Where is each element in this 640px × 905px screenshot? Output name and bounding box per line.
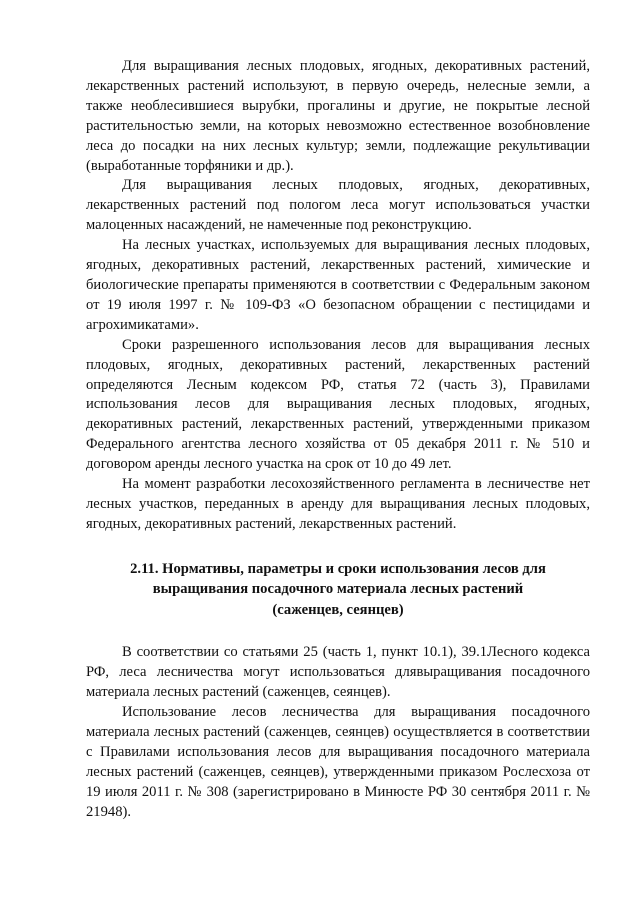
paragraph-1: Для выращивания лесных плодовых, ягодных, декоративных растений, лекарственных растений используют, в первую очередь, нелесные земли, а также необлесившиеся вырубки, прогалины и другие, не покрытые лесной растительностью земли, на которых невозможно естественное возобновление леса до посадки на них лесных культур; земли, подлежащие рекультивации (выработанные торфяники и др.). bbox=[86, 58, 590, 174]
paragraph-7: Использование лесов лесничества для выращивания посадочного материала лесных растений (саженцев, сеянцев) осуществляется в соответствии с Правилами использования лесов для выращивания посадочного материала лесных растений (саженцев, сеянцев), утвержденными приказом Рослесхоза от 19 июля 2011 г. № 308 (зарегистрировано в Минюсте РФ 30 сентября 2011 г. № 21948). bbox=[86, 703, 590, 820]
paragraph-6: В соответствии со статьями 25 (часть 1, пункт 10.1), 39.1Лесного кодекса РФ, леса лесничества могут использоваться длявыращивания посадочного материала лесных растений (саженцев, сеянцев). bbox=[86, 644, 590, 701]
spacer bbox=[86, 620, 590, 643]
section-heading bbox=[86, 559, 590, 621]
section-heading-line-1: 2.11. Нормативы, параметры и сроки использования лесов для bbox=[130, 560, 546, 577]
paragraph-2: Для выращивания лесных плодовых, ягодных, декоративных, лекарственных растений под пологом леса могут использоваться участки малоценных насаждений, не намеченные под реконструкцию. bbox=[86, 177, 590, 234]
paragraph-4: Сроки разрешенного использования лесов для выращивания лесных плодовых, ягодных, декоративных растений, лекарственных растений определяются Лесным кодексом РФ, статья 72 (часть 3), Правилами использования лесов для выращивания лесных плодовых, ягодных, декоративных растений, лекарственных растений, утвержденными приказом Федерального агентства лесного хозяйства от 05 декабря 2011 г. № 510 и договором аренды лесного участка на срок от 10 до 49 лет. bbox=[86, 336, 590, 473]
section-heading-line-2: выращивания посадочного материала лесных растений bbox=[152, 581, 524, 598]
section-heading-line-3: (саженцев, сеянцев) bbox=[272, 601, 404, 618]
document-body bbox=[86, 57, 590, 822]
paragraph-3: На лесных участках, используемых для выращивания лесных плодовых, ягодных, декоративных растений, лекарственных растений, химические и биологические препараты применяются в соответствии с Федеральным законом от 19 июля 1997 г. № 109-ФЗ «О безопасном обращении с пестицидами и агрохимикатами». bbox=[86, 237, 590, 333]
paragraph-5: На момент разработки лесохозяйственного регламента в лесничестве нет лесных участков, переданных в аренду для выращивания лесных плодовых, ягодных, декоративных растений, лекарственных растений. bbox=[86, 476, 590, 532]
